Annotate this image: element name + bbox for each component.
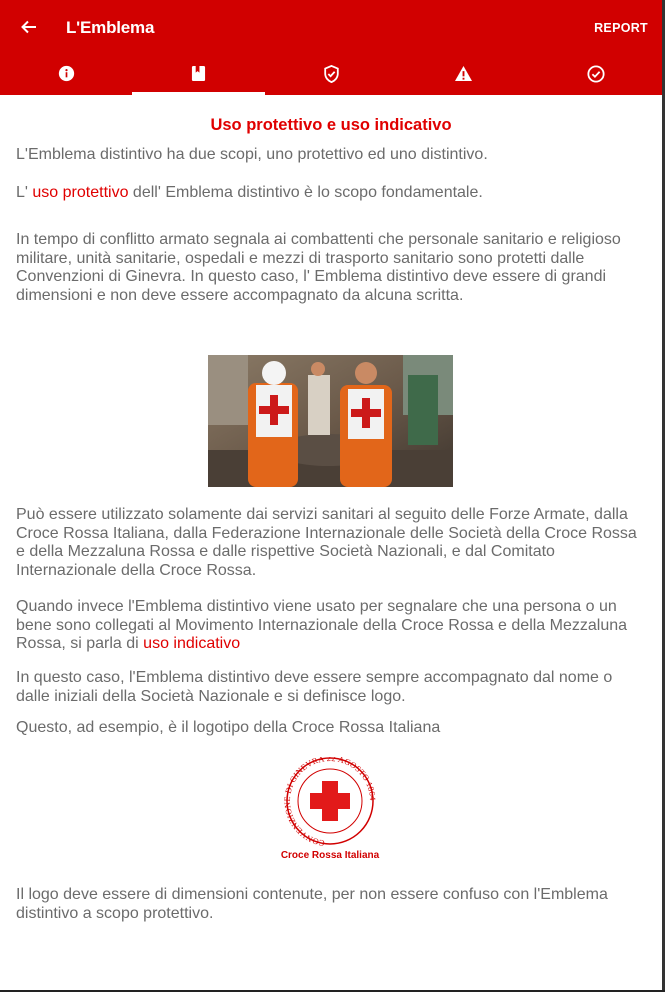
tab-emblem[interactable] [132, 57, 264, 95]
paragraph-logo-size: Il logo deve essere di dimensioni contenute, per non essere confuso con l'Emblema distintivo a scopo protettivo. [16, 886, 608, 922]
arrow-left-icon[interactable] [17, 15, 41, 39]
text-fragment: Quando invece l'Emblema distintivo viene usato per segnalare che una persona o un bene sono collegati al Movimento Internazionale della Croce Rossa e della Mezzaluna Rossa, si parla di [16, 598, 628, 652]
section-heading: Uso protettivo e uso indicativo [210, 116, 452, 134]
tab-bar [0, 57, 662, 95]
warning-icon [454, 65, 473, 87]
tab-warning[interactable] [397, 57, 529, 95]
text-fragment: dell' Emblema distintivo è lo scopo fondamentale. [128, 184, 483, 201]
indicative-use-link[interactable]: uso indicativo [143, 635, 241, 652]
logo-ring-text: CONVENZIONE DI GINEVRA 22 AGOSTO 1864 [282, 757, 378, 848]
protective-use-link[interactable]: uso protettivo [32, 184, 129, 201]
logo-caption: Croce Rossa Italiana [280, 850, 380, 861]
app-bar [0, 0, 662, 95]
paragraph-protective-use [16, 184, 646, 203]
paragraph-armed-conflict: In tempo di conflitto armato segnala ai combattenti che personale sanitario e religioso militare, unità sanitarie, ospedali e mezzi di trasporto sanitario sono protetti dalle Convenzioni di Ginevra. In questo caso, l' Emblema distintivo deve essere di grandi dimensioni e non deve essere accompagnato da alcuna scritta. [16, 231, 621, 304]
tab-protection[interactable] [265, 57, 397, 95]
book-icon [191, 65, 206, 87]
paragraph-logo-definition: In questo caso, l'Emblema distintivo deve essere sempre accompagnato dal nome o dalle iniziali della Società Nazionale e si definisce logo. [16, 669, 613, 705]
paragraph-authorized-users: Può essere utilizzato solamente dai servizi sanitari al seguito delle Forze Armate, dalla Croce Rossa Italiana, dalla Federazione Internazionale delle Società della Croce Rossa e della Mezzaluna Rossa e dalle rispettive Società Nazionali, e dal Comitato Internazionale della Croce Rossa. [16, 506, 637, 579]
cri-logo [272, 757, 388, 867]
shield-check-icon [323, 65, 340, 88]
text-fragment: L' [16, 184, 33, 201]
tab-check[interactable] [530, 57, 662, 95]
paragraph-example: Questo, ad esempio, è il logotipo della Croce Rossa Italiana [16, 719, 441, 736]
tab-info[interactable] [0, 57, 132, 95]
paragraph-purposes: L'Emblema distintivo ha due scopi, uno protettivo ed uno distintivo. [16, 146, 488, 163]
page-title: L'Emblema [66, 18, 155, 37]
check-circle-icon [587, 65, 605, 88]
paragraph-indicative-use [16, 598, 646, 654]
info-icon [58, 65, 75, 87]
report-button[interactable]: REPORT [594, 21, 648, 35]
rescuers-photo [208, 355, 453, 487]
